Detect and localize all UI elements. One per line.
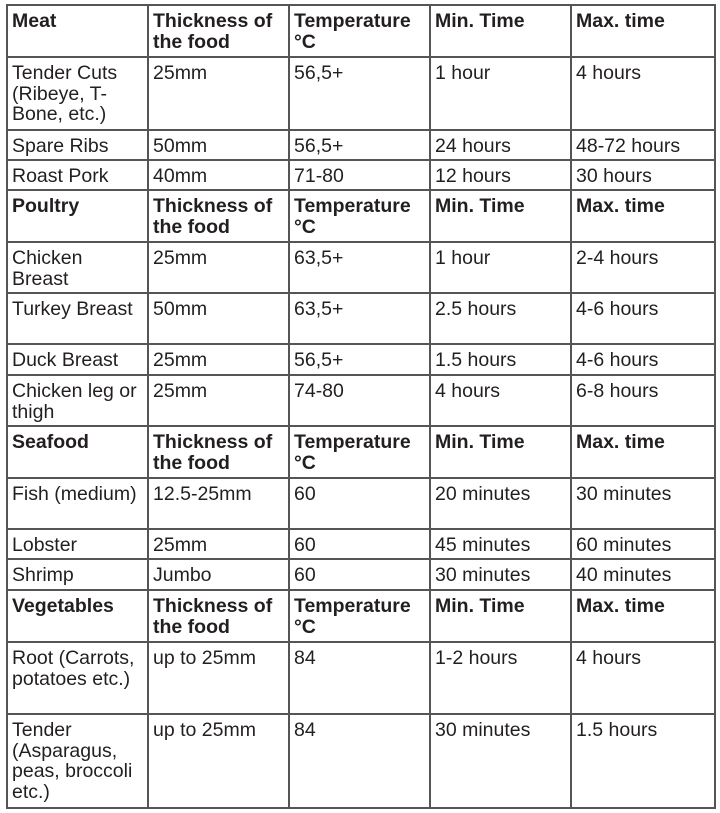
cell-min-time: 24 hours: [430, 130, 571, 160]
cell-temperature: 63,5+: [289, 293, 430, 344]
cell-temperature: 84: [289, 714, 430, 808]
cell-min-time: 1-2 hours: [430, 642, 571, 714]
cell-food: Chicken Breast: [7, 242, 148, 293]
cell-temperature: 56,5+: [289, 344, 430, 375]
section-header-row: [7, 190, 715, 242]
cell-max-time: 1.5 hours: [571, 714, 715, 808]
header-cell-thickness: Thickness of the food: [148, 426, 289, 478]
cell-food: Shrimp: [7, 559, 148, 590]
table-row: [7, 57, 715, 130]
cell-min-time: 4 hours: [430, 375, 571, 426]
cell-temperature: 60: [289, 529, 430, 559]
cell-thickness: 25mm: [148, 57, 289, 130]
table-row: [7, 293, 715, 344]
cooking-times-table: [6, 4, 716, 809]
header-cell-temperature: Temperature °C: [289, 426, 430, 478]
cell-thickness: 12.5-25mm: [148, 478, 289, 529]
cell-thickness: up to 25mm: [148, 714, 289, 808]
header-cell-food: Meat: [7, 5, 148, 57]
cell-temperature: 60: [289, 559, 430, 590]
cell-max-time: 48-72 hours: [571, 130, 715, 160]
table-row: [7, 642, 715, 714]
cell-temperature: 74-80: [289, 375, 430, 426]
cell-food: Turkey Breast: [7, 293, 148, 344]
cell-max-time: 4-6 hours: [571, 293, 715, 344]
header-cell-max-time: Max. time: [571, 5, 715, 57]
table-row: [7, 344, 715, 375]
cell-min-time: 2.5 hours: [430, 293, 571, 344]
cell-max-time: 4 hours: [571, 57, 715, 130]
cell-food: Roast Pork: [7, 160, 148, 190]
cell-min-time: 1 hour: [430, 242, 571, 293]
section-header-row: [7, 426, 715, 478]
header-cell-max-time: Max. time: [571, 590, 715, 642]
cell-temperature: 56,5+: [289, 130, 430, 160]
cell-max-time: 2-4 hours: [571, 242, 715, 293]
table-row: [7, 529, 715, 559]
header-cell-min-time: Min. Time: [430, 426, 571, 478]
table-row: [7, 714, 715, 808]
header-cell-temperature: Temperature °C: [289, 590, 430, 642]
cell-food: Spare Ribs: [7, 130, 148, 160]
cell-temperature: 60: [289, 478, 430, 529]
header-cell-thickness: Thickness of the food: [148, 190, 289, 242]
cell-thickness: Jumbo: [148, 559, 289, 590]
header-cell-min-time: Min. Time: [430, 590, 571, 642]
table-row: [7, 375, 715, 426]
cell-min-time: 45 minutes: [430, 529, 571, 559]
cell-max-time: 40 minutes: [571, 559, 715, 590]
cell-food: Tender Cuts (Ribeye, T-Bone, etc.): [7, 57, 148, 130]
cell-thickness: 25mm: [148, 242, 289, 293]
section-header-row: [7, 590, 715, 642]
cell-min-time: 1.5 hours: [430, 344, 571, 375]
header-cell-min-time: Min. Time: [430, 5, 571, 57]
header-cell-max-time: Max. time: [571, 426, 715, 478]
table-row: [7, 160, 715, 190]
header-cell-thickness: Thickness of the food: [148, 5, 289, 57]
cell-min-time: 1 hour: [430, 57, 571, 130]
table-row: [7, 242, 715, 293]
cell-min-time: 30 minutes: [430, 714, 571, 808]
cell-food: Lobster: [7, 529, 148, 559]
header-cell-food: Seafood: [7, 426, 148, 478]
cell-thickness: 50mm: [148, 130, 289, 160]
cell-temperature: 63,5+: [289, 242, 430, 293]
cell-min-time: 30 minutes: [430, 559, 571, 590]
cell-min-time: 12 hours: [430, 160, 571, 190]
table-row: [7, 559, 715, 590]
cell-thickness: 25mm: [148, 375, 289, 426]
header-cell-food: Vegetables: [7, 590, 148, 642]
cell-max-time: 4-6 hours: [571, 344, 715, 375]
cell-temperature: 84: [289, 642, 430, 714]
header-cell-max-time: Max. time: [571, 190, 715, 242]
header-cell-food: Poultry: [7, 190, 148, 242]
cell-thickness: up to 25mm: [148, 642, 289, 714]
cell-max-time: 4 hours: [571, 642, 715, 714]
header-cell-temperature: Temperature °C: [289, 190, 430, 242]
cell-max-time: 6-8 hours: [571, 375, 715, 426]
cell-food: Root (Carrots, potatoes etc.): [7, 642, 148, 714]
cell-temperature: 71-80: [289, 160, 430, 190]
header-cell-min-time: Min. Time: [430, 190, 571, 242]
cell-thickness: 40mm: [148, 160, 289, 190]
cell-food: Chicken leg or thigh: [7, 375, 148, 426]
cell-thickness: 25mm: [148, 529, 289, 559]
cell-max-time: 60 minutes: [571, 529, 715, 559]
cell-thickness: 25mm: [148, 344, 289, 375]
header-cell-temperature: Temperature °C: [289, 5, 430, 57]
cell-temperature: 56,5+: [289, 57, 430, 130]
cell-food: Duck Breast: [7, 344, 148, 375]
cell-food: Fish (medium): [7, 478, 148, 529]
cell-min-time: 20 minutes: [430, 478, 571, 529]
cell-max-time: 30 hours: [571, 160, 715, 190]
table-body: [7, 5, 715, 808]
cell-thickness: 50mm: [148, 293, 289, 344]
cell-max-time: 30 minutes: [571, 478, 715, 529]
cell-food: Tender (Asparagus, peas, broccoli etc.): [7, 714, 148, 808]
table-row: [7, 478, 715, 529]
table-row: [7, 130, 715, 160]
section-header-row: [7, 5, 715, 57]
header-cell-thickness: Thickness of the food: [148, 590, 289, 642]
